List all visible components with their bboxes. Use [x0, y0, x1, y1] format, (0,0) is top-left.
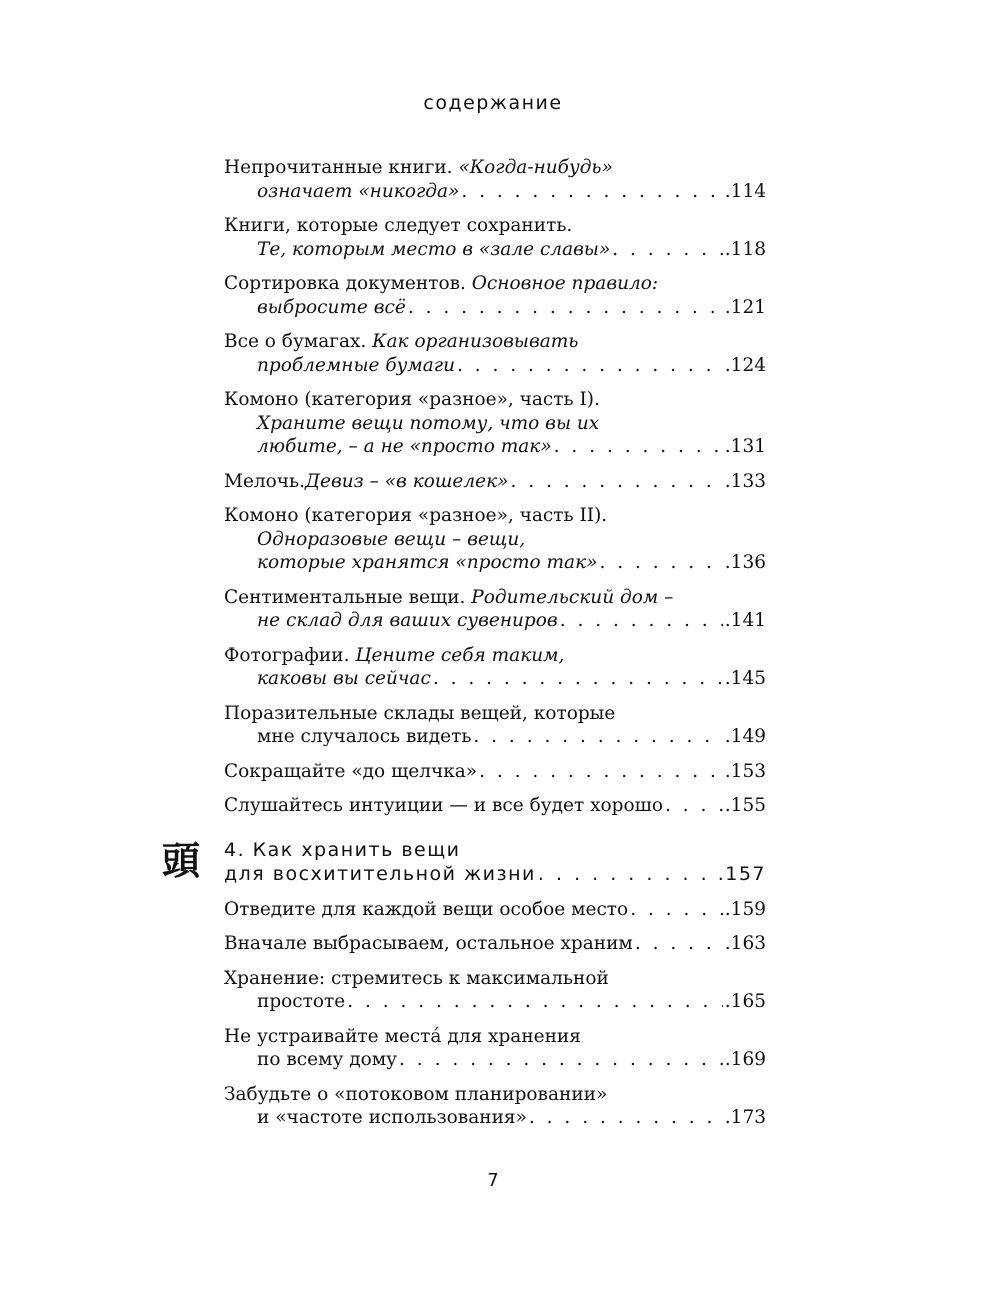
toc-entry [224, 794, 766, 818]
toc-entry [224, 214, 766, 261]
entry-title-cont: и «частоте использования» [257, 1107, 527, 1128]
table-of-contents [162, 156, 766, 1141]
entry-title: Хранение: стремитесь к максимальной [224, 967, 609, 989]
entry-title-cont: простоте [257, 991, 346, 1012]
entry-subtitle: каковы вы сейчас [257, 668, 431, 689]
toc-entry [224, 470, 766, 494]
entry-title: Отведите для каждой вещи особое место [224, 898, 629, 920]
toc-entry [224, 156, 766, 203]
chapter-heading [162, 837, 766, 886]
entry-subtitle: Основное правило: [471, 273, 659, 294]
entry-subtitle: выбросите всё [257, 296, 406, 318]
toc-entry [224, 967, 766, 1014]
entry-title: Мелочь. [224, 470, 305, 492]
page-ref: .131 [724, 436, 766, 457]
toc-entry [224, 702, 766, 749]
toc-entry [224, 272, 766, 319]
page-ref: .173 [724, 1107, 766, 1128]
entry-subtitle: Храните вещи потому, что вы их [257, 412, 600, 434]
toc-entry [224, 388, 766, 459]
page-ref: .118 [724, 238, 766, 260]
toc-entry [224, 586, 766, 633]
entry-title: Сортировка документов. [224, 273, 472, 294]
toc-entry [224, 898, 766, 922]
page-ref: .121 [724, 296, 766, 318]
toc-entry [224, 330, 766, 377]
toc-entry [224, 504, 766, 575]
entry-subtitle: Как организовывать [372, 331, 579, 352]
entry-title: Поразительные склады вещей, которые [224, 702, 616, 724]
entry-subtitle: Родительский дом – [471, 586, 674, 608]
entry-subtitle: Цените себя таким, [355, 644, 565, 666]
toc-entry [224, 1083, 766, 1130]
running-header: содержание [423, 92, 563, 114]
entry-title: Фотографии. [224, 644, 356, 666]
entry-title: Сокращайте «до щелчка» [224, 760, 478, 782]
page-ref: .165 [724, 991, 766, 1012]
page-ref: .155 [724, 795, 766, 816]
toc-entry [224, 760, 766, 784]
entry-title: Забудьте о «потоковом планировании» [224, 1083, 608, 1105]
page-ref: .124 [724, 354, 766, 376]
entry-subtitle: «Когда-нибудь» [458, 157, 613, 178]
entry-title-cont: мне случалось видеть [257, 726, 472, 747]
entry-subtitle: не склад для ваших сувениров [257, 610, 558, 631]
entry-title: Комоно (категория «разное», часть I). [224, 389, 600, 410]
page-ref: .157 [717, 862, 766, 885]
entry-title: Непрочитанные книги. [224, 157, 459, 178]
page-ref: .145 [724, 668, 766, 689]
entry-subtitle: проблемные бумаги [257, 354, 455, 376]
chapter-title-cont: для восхитительной жизни [224, 862, 536, 885]
entry-title: Все о бумагах. [224, 331, 373, 352]
page-ref: .114 [724, 180, 766, 202]
kanji-glyph: 頭 [162, 837, 201, 883]
chapter-title: 4. Как хранить вещи [224, 838, 461, 861]
entry-subtitle: означает «никогда» [257, 180, 460, 202]
entry-title: Сентиментальные вещи. [224, 586, 472, 608]
toc-entry [224, 1025, 766, 1072]
page-ref: .136 [724, 552, 766, 573]
page-ref: .133 [724, 470, 766, 492]
entry-title: Вначале выбрасываем, остальное храним [224, 933, 633, 954]
entry-title: Слушайтесь интуиции — и все будет хорошо [224, 795, 663, 816]
entry-subtitle: Одноразовые вещи – вещи, [257, 528, 526, 550]
entry-title: Комоно (категория «разное», часть II). [224, 505, 608, 526]
entry-subtitle: Те, которым место в «зале славы» [257, 238, 611, 260]
toc-entry [224, 644, 766, 691]
page-ref: .159 [724, 898, 766, 920]
page-ref: .149 [724, 726, 766, 747]
entry-subtitle: Девиз – «в кошелек» [304, 470, 509, 492]
entry-title: Не устраивайте места́ для хранения [224, 1025, 581, 1047]
entry-subtitle: которые хранятся «просто так» [257, 552, 598, 573]
page-ref: .163 [724, 933, 766, 954]
entry-subtitle: любите, – а не «просто так» [257, 436, 552, 457]
toc-entry [224, 932, 766, 956]
page-number: 7 [487, 1170, 499, 1191]
page-ref: .169 [724, 1049, 766, 1070]
entry-title-cont: по всему дому [257, 1049, 398, 1070]
entry-title: Книги, которые следует сохранить. [224, 215, 573, 236]
page-ref: .141 [724, 610, 766, 631]
page-ref: .153 [724, 760, 766, 782]
